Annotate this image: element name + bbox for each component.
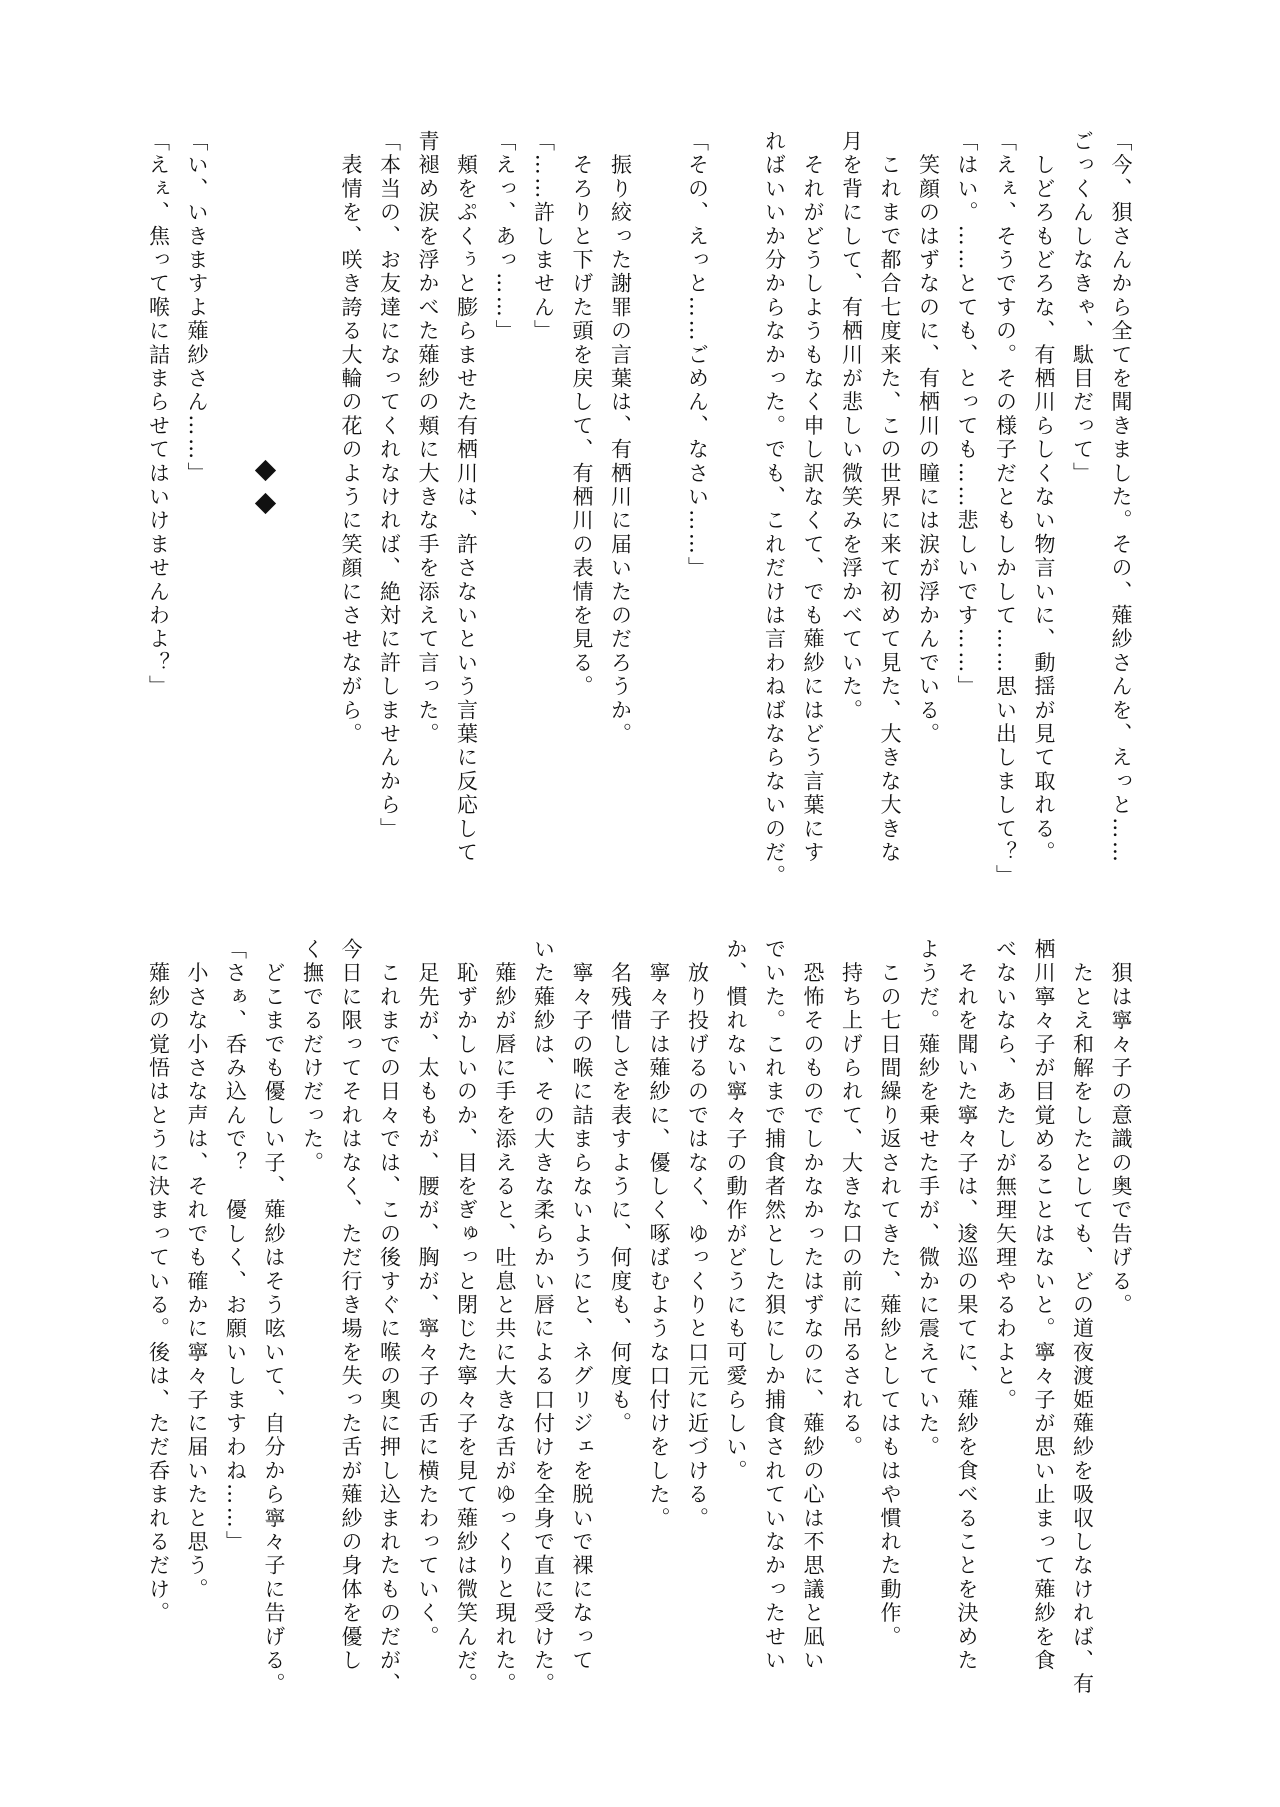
lower-line: 足先が、太ももが、腰が、胸が、寧々子の舌に横たわっていく。: [416, 938, 440, 1649]
lower-line: いた薙紗は、その大きな柔らかい唇による口付けを全身で直に受けた。: [531, 938, 556, 1697]
lower-line: 恐怖そのものでしかなかったはずなのに、薙紗の心は不思議と凪い: [801, 938, 825, 1673]
upper-line: これまで都合七度来た、この世界に来て初めて見た、大きな大きな: [878, 130, 902, 865]
section-separator: [258, 463, 273, 511]
upper-line: 「……許しません」: [531, 130, 556, 344]
lower-line: 持ち上げられて、大きな口の前に吊るされる。: [839, 938, 864, 1460]
lower-line: 「さぁ、呑み込んで？ 優しく、お願いしますわね……」: [223, 938, 248, 1555]
upper-line: 「えぇ、そうですの。その様子だともしかして……思い出しまして？」: [993, 130, 1018, 889]
upper-line: 「えっ、あっ……」: [493, 130, 517, 344]
upper-line: 「はい。……とても、とっても……悲しいです……」: [955, 130, 979, 699]
lower-line: この七日間繰り返されてきた、薙紗としてはもはや慣れた動作。: [878, 938, 902, 1649]
diamond-icon: [255, 460, 276, 481]
lower-line: べないなら、あたしが無理矢理やるわよと。: [993, 938, 1018, 1412]
upper-line: 笑顔のはずなのに、有栖川の瞳には涙が浮かんでいる。: [916, 130, 941, 747]
upper-line: ごっくんしなきゃ、駄目だって」: [1070, 130, 1095, 486]
lower-line: たとえ和解をしたとしても、どの道夜渡姫薙紗を吸収しなければ、有: [1070, 938, 1095, 1697]
upper-line: ればいいか分からなかった。でも、これだけは言わねばならないのだ。: [762, 130, 787, 889]
upper-line: 頬をぷくぅと膨らませた有栖川は、許さないという言葉に反応して: [454, 130, 479, 865]
lower-line: それを聞いた寧々子は、逡巡の果てに、薙紗を食べることを決めた: [955, 938, 979, 1673]
lower-line: 小さな小さな声は、それでも確かに寧々子に届いたと思う。: [185, 938, 209, 1602]
upper-line: [293, 130, 332, 890]
lower-line: 今日に限ってそれはなく、ただ行き場を失った舌が薙紗の身体を優し: [339, 938, 363, 1673]
upper-line: 「い、いきますよ薙紗さん……」: [185, 130, 209, 486]
upper-line: [640, 130, 679, 890]
upper-line: しどろもどろな、有栖川らしくない物言いに、動揺が見て取れる。: [1032, 130, 1056, 865]
lower-line: か、慣れない寧々子の動作がどうにも可愛らしい。: [724, 938, 748, 1484]
lower-line: これまでの日々では、この後すぐに喉の奥に押し込まれたものだが、: [377, 938, 402, 1697]
lower-text-block: [140, 938, 1140, 1698]
lower-line: 放り投げるのではなく、ゆっくりと口元に近づける。: [685, 938, 710, 1531]
lower-line: 名残惜しさを表すように、何度も、何度も。: [608, 938, 633, 1436]
lower-line: 恥ずかしいのか、目をぎゅっと閉じた寧々子を見て薙紗は微笑んだ。: [454, 938, 479, 1697]
lower-line: 薙紗の覚悟はとうに決まっている。後は、ただ呑まれるだけ。: [146, 938, 171, 1626]
upper-line: そろりと下げた頭を戻して、有栖川の表情を見る。: [570, 130, 594, 699]
upper-line: 「その、えっと……ごめん、なさい……」: [685, 130, 710, 581]
upper-line: それがどうしようもなく申し訳なくて、でも薙紗にはどう言葉にす: [801, 130, 825, 865]
upper-line: 振り絞った謝罪の言葉は、有栖川に届いたのだろうか。: [608, 130, 633, 747]
lower-line: く撫でるだけだった。: [300, 938, 325, 1175]
lower-line: どこまでも優しい子、薙紗はそう呟いて、自分から寧々子に告げる。: [262, 938, 286, 1697]
lower-line: 栖川寧々子が目覚めることはないと。寧々子が思い止まって薙紗を食: [1032, 938, 1056, 1673]
upper-line: 「本当の、お友達になってくれなければ、絶対に許しませんから」: [377, 130, 402, 841]
lower-line: 薙紗が唇に手を添えると、吐息と共に大きな舌がゆっくりと現れた。: [493, 938, 517, 1697]
lower-line: ようだ。薙紗を乗せた手が、微かに震えていた。: [916, 938, 941, 1460]
lower-line: 狽は寧々子の意識の奥で告げる。: [1109, 938, 1133, 1318]
upper-line: [216, 130, 255, 890]
lower-line: 寧々子の喉に詰まらないようにと、ネグリジェを脱いで裸になって: [570, 938, 594, 1673]
upper-line: [717, 130, 756, 890]
lower-line: でいた。これまで捕食者然とした狽にしか捕食されていなかったせい: [762, 938, 787, 1673]
lower-line: 寧々子は薙紗に、優しく啄ばむような口付けをした。: [647, 938, 671, 1531]
upper-line: 月を背にして、有栖川が悲しい微笑みを浮かべていた。: [839, 130, 864, 723]
upper-line: 青褪め涙を浮かべた薙紗の頬に大きな手を添えて言った。: [416, 130, 440, 747]
upper-line: 「今、狽さんから全てを聞きました。その、薙紗さんを、えっと……: [1109, 130, 1133, 865]
upper-line: 表情を、咲き誇る大輪の花のように笑顔にさせながら。: [339, 130, 363, 747]
upper-line: 「えぇ、焦って喉に詰まらせてはいけませんわよ？」: [146, 130, 171, 699]
diamond-icon: [255, 493, 276, 514]
upper-text-block: [140, 130, 1140, 890]
